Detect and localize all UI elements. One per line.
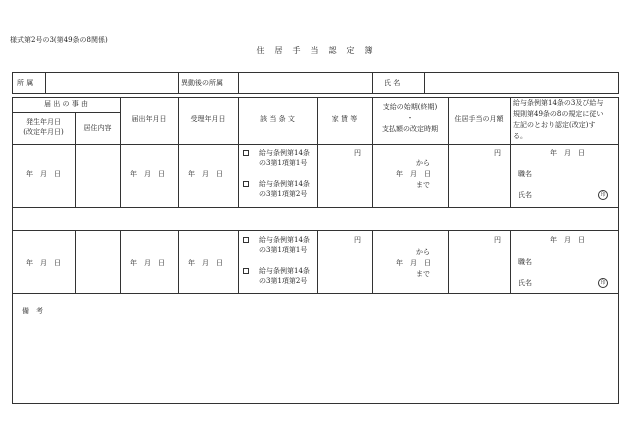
nintei-header-line1: 給与条例第14条の3及び給与	[513, 99, 604, 107]
hassei-date[interactable]: 年 月 日	[26, 259, 61, 267]
nintei-date[interactable]: 年 月 日	[550, 236, 585, 244]
shozoku-field[interactable]	[47, 74, 176, 92]
shimei-field[interactable]	[426, 74, 617, 92]
idogo-shozoku-field[interactable]	[240, 74, 370, 92]
biko-field[interactable]	[14, 318, 617, 402]
yachin-yen[interactable]: 円	[354, 236, 361, 244]
yachin-header: 家 賃 等	[331, 115, 358, 123]
seal-icon: 印	[598, 278, 608, 288]
nintei-header-line3: 左記のとおり認定(改定)す	[513, 121, 596, 129]
shikyu-date[interactable]: 年 月 日	[396, 170, 431, 178]
jobun-option1-line1: 給与条例第14条	[259, 149, 310, 157]
juri-date-header: 受理年月日	[190, 115, 226, 123]
jobun-option1-checkbox[interactable]	[243, 150, 249, 156]
jobun-option2-line1: 給与条例第14条	[259, 180, 310, 188]
todokede-date[interactable]: 年 月 日	[130, 170, 165, 178]
yachin-yen[interactable]: 円	[354, 149, 361, 157]
shikyu-dot: ・	[406, 114, 414, 122]
page-title: 住 居 手 当 認 定 簿	[256, 46, 374, 55]
form-number-label: 様式第2号の3(第49条の8関係)	[10, 36, 108, 44]
jobun-option2-line1: 給与条例第14条	[259, 267, 310, 275]
todokede-date-header: 届出年月日	[131, 115, 167, 123]
todoke-jiyu-header: 届 出 の 事 由	[44, 100, 88, 108]
shikyu-kara: から	[416, 159, 430, 167]
nintei-date[interactable]: 年 月 日	[550, 149, 585, 157]
jobun-option2-checkbox[interactable]	[243, 181, 249, 187]
kyoju-naiyo-header: 居住内容	[83, 124, 112, 132]
shikyu-kara: から	[416, 248, 430, 256]
getsugaku-yen[interactable]: 円	[494, 149, 501, 157]
hassei-date-header: 発生年月日	[26, 118, 61, 126]
shozoku-label: 所 属	[17, 79, 34, 87]
hassei-date[interactable]: 年 月 日	[26, 170, 61, 178]
shiharai-kaitei-header: 支払額の改定時期	[382, 125, 438, 133]
juri-date[interactable]: 年 月 日	[188, 259, 223, 267]
jobun-option1-line1: 給与条例第14条	[259, 236, 310, 244]
jobun-option1-line2: の3第1項第1号	[259, 246, 308, 254]
nintei-header-line2: 規則第49条の8の規定に従い	[513, 110, 604, 118]
kaitei-date-header: (改定年月日)	[23, 128, 64, 136]
nintei-header-line4: る。	[513, 132, 527, 140]
juri-date[interactable]: 年 月 日	[188, 170, 223, 178]
jobun-option2-line2: の3第1項第2号	[259, 190, 308, 198]
empty-row	[13, 208, 618, 229]
getsugaku-header: 住居手当の月額	[454, 115, 504, 123]
shikyu-date[interactable]: 年 月 日	[396, 259, 431, 267]
jobun-option2-line2: の3第1項第2号	[259, 277, 308, 285]
kyoju-naiyo-field[interactable]	[77, 232, 118, 291]
biko-label: 備 考	[22, 307, 43, 315]
jobun-option2-checkbox[interactable]	[243, 268, 249, 274]
shikyu-made: まで	[416, 181, 430, 189]
gaito-jobun-header: 該 当 条 文	[260, 115, 295, 123]
seal-icon: 印	[598, 190, 608, 200]
jobun-option1-checkbox[interactable]	[243, 237, 249, 243]
nintei-shimei-label: 氏名	[518, 191, 532, 199]
jobun-option1-line2: の3第1項第1号	[259, 159, 308, 167]
shikyu-shiki-header: 支給の始期(終期)	[382, 103, 438, 111]
kyoju-naiyo-field[interactable]	[77, 146, 118, 205]
shimei-label: 氏 名	[384, 79, 401, 87]
shokumei-label: 職名	[518, 258, 532, 266]
getsugaku-yen[interactable]: 円	[494, 236, 501, 244]
todokede-date[interactable]: 年 月 日	[130, 259, 165, 267]
idogo-shozoku-label: 異動後の所属	[181, 79, 223, 87]
nintei-shimei-label: 氏名	[518, 279, 532, 287]
shikyu-made: まで	[416, 270, 430, 278]
shokumei-label: 職名	[518, 170, 532, 178]
